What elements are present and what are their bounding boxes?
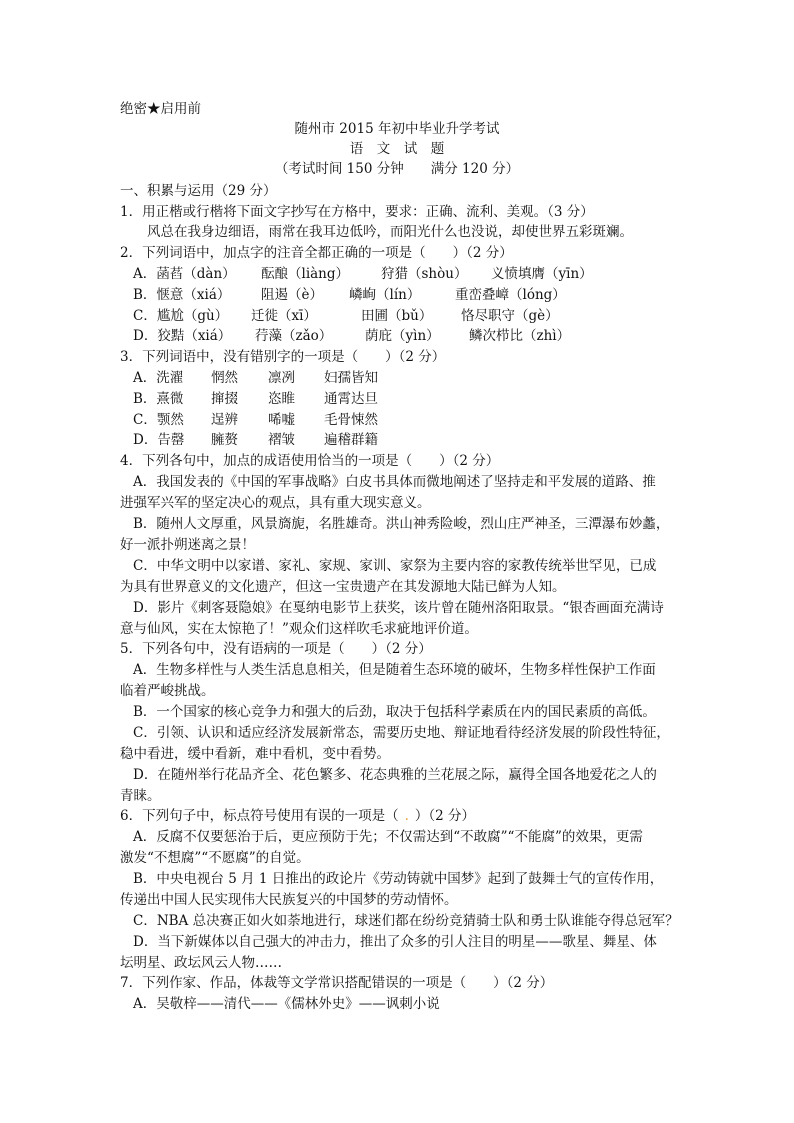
question-5-stem: 5．下列各句中，没有语病的一项是（ ）（2 分） [120, 641, 432, 657]
question-3-option-c: C．颚然 逞辨 唏嘘 毛骨悚然 [133, 412, 378, 428]
question-2-option-d: D．狡黠（xiá） 荇藻（zǎo） 荫庇（yìn） 鳞次栉比（zhì） [133, 328, 571, 344]
question-6-line: B．中央电视台 5 月 1 日推出的政论片《劳动铸就中国梦》起到了鼓舞士气的宣传作用， [133, 871, 664, 887]
question-4-line: B．随州人文厚重，风景旖旎，名胜雄奇。洪山神秀险峻，烈山庄严神圣，三潭瀑布妙蠡， [133, 516, 670, 532]
question-6-line: 坛明星、政坛风云人物…… [120, 955, 282, 971]
answer-mark: . [404, 808, 409, 824]
question-5-line: B．一个国家的核心竞争力和强大的后劲，取决于包括科学素质在内的国民素质的高低。 [133, 704, 656, 720]
question-4-line: 为具有世界意义的文化遗产，但这一宝贵遗产在其发源地大陆已鲜为人知。 [120, 579, 566, 595]
question-4-stem: 4．下列各句中，加点的成语使用恰当的一项是（ ）（2 分） [120, 453, 500, 469]
question-2-stem: 2．下列词语中，加点字的注音全都正确的一项是（ ）（2 分） [120, 245, 513, 261]
question-4-line: C．中华文明中以家谱、家礼、家规、家训、家祭为主要内容的家教传统举世罕见，已成 [133, 558, 657, 574]
question-5-line: 青睐。 [120, 788, 161, 804]
secret-mark: 绝密★启用前 [120, 101, 201, 117]
question-3-option-b: B．熹微 撺掇 恣睢 通霄达旦 [133, 391, 378, 407]
question-4-line: A．我国发表的《中国的军事战略》白皮书具体而微地阐述了坚持走和平发展的道路、推 [133, 474, 656, 490]
question-6-stem: 6．下列句子中，标点符号使用有误的一项是（ . ）（2 分） [120, 808, 476, 824]
question-4-line: 进强军兴军的坚定决心的观点，具有重大现实意义。 [120, 495, 431, 511]
question-6-line: 传递出中国人民实现伟大民族复兴的中国梦的劳动情怀。 [120, 892, 458, 908]
question-1-text: 风总在我身边细语，雨常在我耳边低吟，而阳光什么也没说，却使世界五彩斑斓。 [147, 224, 633, 240]
question-5-line: D．在随州举行花品齐全、花色繁多、花态典雅的兰花展之际，赢得全国各地爱花之人的 [133, 767, 657, 783]
question-6-line: C．NBA 总决赛正如火如荼地进行，球迷们都在纷纷竞猜骑士队和勇士队谁能夺得总冠军？ [133, 913, 679, 929]
question-5-line: 稳中看进，缓中看新，难中看机，变中看势。 [120, 746, 390, 762]
section-heading: 一、积累与运用（29 分） [120, 183, 277, 199]
question-6-line: 激发“不想腐”“不愿腐”的自觉。 [120, 850, 310, 866]
question-2-option-c: C．尴尬（gù） 迁徙（xī） 田圃（bǔ） 恪尽职守（gè） [133, 308, 559, 324]
exam-title: 随州市 2015 年初中毕业升学考试 [294, 121, 500, 137]
question-4-line: D．影片《刺客聂隐娘》在戛纳电影节上获奖，该片曾在随州洛阳取景。“银杏画面充满诗 [133, 600, 664, 616]
question-5-line: A．生物多样性与人类生活息息相关，但是随着生态环境的破坏，生物多样性保护工作面 [133, 662, 656, 678]
subject-title: 语 文 试 题 [349, 141, 445, 157]
question-4-line: 好一派扑朔迷离之景！ [120, 537, 255, 553]
question-7-stem: 7．下列作家、作品，体裁等文学常识搭配错误的一项是（ ）（2 分） [120, 975, 554, 991]
question-2-option-a: A．菡萏（dàn） 酝酿（liàng） 狩猎（shòu） 义愤填膺（yīn） [133, 266, 593, 282]
question-1-stem: 1．用正楷或行楷将下面文字抄写在方格中，要求：正确、流利、美观。（3 分） [120, 204, 594, 220]
question-5-line: 临着严峻挑战。 [120, 683, 215, 699]
question-3-stem: 3．下列词语中，没有错别字的一项是（ ）（2 分） [120, 349, 446, 365]
exam-info: （考试时间 150 分钟 满分 120 分） [274, 161, 520, 177]
question-6-line: A．反腐不仅要惩治于后，更应预防于先；不仅需达到“不敢腐”“不能腐”的效果，更需 [133, 829, 643, 845]
question-3-option-d: D．告罄 臃赘 褶皱 遍稽群籍 [133, 432, 378, 448]
question-2-option-b: B．惬意（xiá） 阻遏（è） 嶙峋（lín） 重峦叠嶂（lóng） [133, 287, 566, 303]
question-7-line: A．吴敬梓——清代——《儒林外史》——讽刺小说 [133, 996, 440, 1012]
question-4-line: 意与仙风，实在太惊艳了！”观众们这样吹毛求疵地评价道。 [120, 621, 478, 637]
question-3-option-a: A．洗濯 惘然 凛冽 妇孺皆知 [133, 370, 378, 386]
question-6-line: D．当下新媒体以自己强大的冲击力，推出了众多的引人注目的明星——歌星、舞星、体 [133, 934, 657, 950]
question-5-line: C．引领、认识和适应经济发展新常态，需要历史地、辩证地看待经济发展的阶段性特征， [133, 725, 670, 741]
